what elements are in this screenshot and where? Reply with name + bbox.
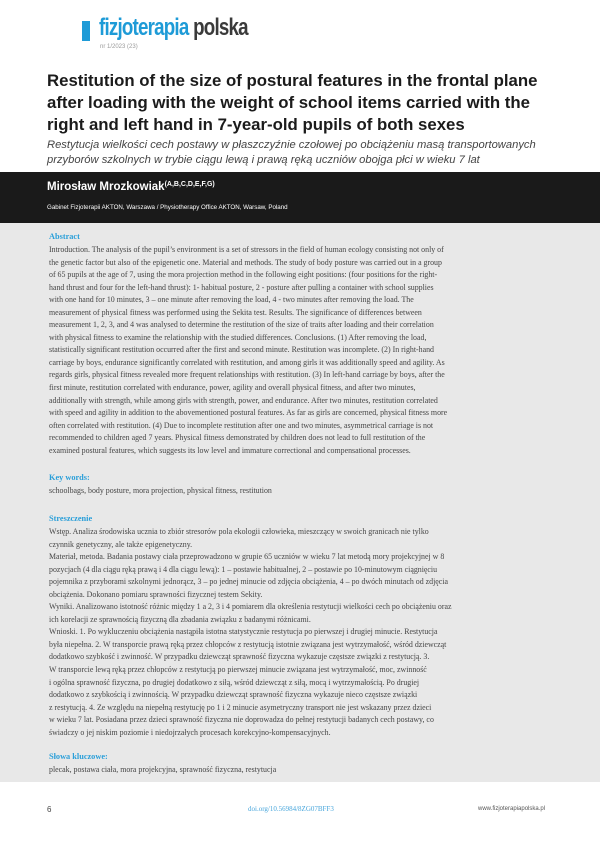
author-band <box>0 172 600 223</box>
text-line: statistically significant restitution occurred after the first and second minute. Restitution was incomplete. (2) In right-hand <box>49 345 435 355</box>
streszczenie-heading: Streszczenie <box>49 514 93 523</box>
streszczenie-text <box>49 526 569 739</box>
abstract-heading: Abstract <box>49 232 80 241</box>
text-line: hand thrust and four for the left-hand thrust): 1- habitual posture, 2 - posture after pulling a container with school supplies <box>49 282 434 292</box>
text-line: pojemnika z przyborami szkolnymi jednorącz, 3 – po jednej minucie od zdjęcia obciążenia, 4 – po dwóch minutach od zdjęcia <box>49 577 448 587</box>
text-line: była niepełna. 2. W transporcie prawą ręką przez chłopców z restytucją istotnie związana jest wytrzymałość, wśród dziewcząt <box>49 639 447 649</box>
text-line: measurement 1, 2, 3, and 4 was analysed to determine the restitution of the size of traits after loading and their correlation <box>49 320 434 330</box>
website-link[interactable]: www.fizjoterapiapolska.pl <box>478 806 546 812</box>
slowa-kluczowe-text <box>49 764 569 777</box>
text-line: regards girls, physical fitness revealed more frequent relationships with restitution. (3) In left-hand carriage by boys, after the <box>49 370 445 380</box>
abstract-box <box>0 223 600 782</box>
text-line: dodatkowo z szybkością i zwinnością. W przypadku dziewcząt sprawność fizyczna wykazuje nieco częstsze związki <box>49 690 418 700</box>
subtitle-line: przyborów szkolnych w trybie ciągu lewą i prawą ręką uczniów obojga płci w wieku 7 lat <box>47 154 480 166</box>
text-line: w wieku 7 lat. Posiadana przez dzieci sprawność fizyczna nie doprowadza do pełnej restytucji badanych cech postawy, co <box>49 715 434 725</box>
subtitle-line: Restytucja wielkości cech postawy w płaszczyźnie czołowej po obciążeniu masą transportowanych <box>47 139 536 151</box>
slowa-kluczowe-list: plecak, postawa ciała, mora projekcyjna, sprawność fizyczna, restytucja <box>49 765 277 774</box>
text-line: measurement of physical fitness was performed using the Sekita test. Results. The significance of differences between <box>49 307 422 317</box>
text-line: with one hand for 10 minutes, 3 – one minute after removing the load, 4 - two minutes after removing the load. The <box>49 295 414 305</box>
text-line: obciążenia. Dokonano pomiaru sprawności fizycznej testem Sekity. <box>49 589 263 599</box>
journal-logo <box>99 14 248 42</box>
text-line: often correlated with restitution. (4) Due to incomplete restitution after one and two minutes, asymmetrical carriage is not <box>49 420 434 430</box>
journal-issue: nr 1/2023 (23) <box>100 44 138 50</box>
text-line: Wnioski. 1. Po wykluczeniu obciążenia nastąpiła istotna statystycznie restytucja po pierwszej i drugiej minucie. Restytucja <box>49 627 438 637</box>
text-line: with physical fitness to examine the relationship with the studied differences. Conclusions. (1) After removing the load, <box>49 332 427 342</box>
author-contributions: (A,B,C,D,E,F,G) <box>164 181 215 188</box>
text-line: Introduction. The analysis of the pupil’s environment is a set of stressors in the field of human ecology consisting not only of <box>49 245 444 254</box>
text-line: recommended to children aged 7 years. Physical fitness demonstrated by children does not lead to full restitution of the <box>49 433 426 443</box>
abstract-text <box>49 244 569 457</box>
keywords-heading: Key words: <box>49 473 90 482</box>
text-line: pozycjach (4 dla ciągu ręką prawą i 4 dla ciągu lewą): 1 – postawie habitualnej, 2 – postawie po 10-minutowym ciągnięciu <box>49 564 438 574</box>
text-line: Wyniki. Analizowano istotność różnic między 1 a 2, 3 i 4 pomiarem dla określenia restytucji wielkości cech po obciążeniu oraz <box>49 602 452 612</box>
page-number: 6 <box>47 805 52 814</box>
article-title-line: after loading with the weight of school items carried with the <box>47 93 530 112</box>
text-line: Materiał, metoda. Badania postawy ciała przeprowadzono w grupie 65 uczniów w wieku 7 lat metodą mory projekcyjnej w 8 <box>49 552 445 562</box>
author-name: Mirosław Mrozkowiak <box>47 181 165 193</box>
journal-name-part1: fizjoterapia <box>99 14 189 41</box>
author-name-block <box>47 181 215 193</box>
article-title <box>47 70 567 136</box>
text-line: czynnik genetyczny, ale także epigenetyczny. <box>49 539 193 549</box>
keywords-list: schoolbags, body posture, mora projection, physical fitness, restitution <box>49 486 272 495</box>
author-affiliation: Gabinet Fizjoterapii AKTON, Warszawa / Physiotherapy Office AKTON, Warsaw, Poland <box>47 204 288 211</box>
text-line: ich korelacji ze sprawnością fizyczną dla zbadania związku z badanymi różnicami. <box>49 614 311 624</box>
journal-name-part2: polska <box>193 14 248 41</box>
article-title-line: Restitution of the size of postural features in the frontal plane <box>47 71 538 90</box>
text-line: i ogólna sprawność fizyczna, po drugiej dodatkowo z siłą, wśród dziewcząt z siłą, mocą i wytrzymałością. Po drugiej <box>49 677 420 687</box>
doi-link[interactable]: doi.org/10.56984/8ZG07BFF3 <box>248 805 334 813</box>
text-line: the genetic factor but also of the epigenetic one. Material and methods. The study of body posture was carried out in a group <box>49 257 442 267</box>
text-line: W transporcie lewą ręką przez chłopców z restytucją po pierwszej minucie związana jest wytrzymałość, moc, zwinność <box>49 665 427 675</box>
text-line: Wstęp. Analiza środowiska ucznia to zbiór stresorów pola ekologii człowieka, mieszczący w swoich granicach nie tylko <box>49 527 429 536</box>
text-line: świadczy o jej niskim poziomie i niedojrzałych procesach korekcyjno-kompensacyjnych. <box>49 727 331 737</box>
text-line: of 65 pupils at the age of 7, using the mora projection method in the following eight positions: (four positions for the right- <box>49 270 438 280</box>
article-title-line: right and left hand in 7-year-old pupils of both sexes <box>47 115 465 134</box>
text-line: carriage by boys, endurance significantly correlated with restitution, and among girls it was additionally speed and agility. As <box>49 357 445 367</box>
text-line: with speed and agility in addition to the abovementioned postural features. As far as girls are concerned, physical fitness more <box>49 408 448 418</box>
text-line: z restytucją. 4. Ze względu na niepełną restytucję po 1 i 2 minucie asymetryczny transport nie jest wskazany przez dzieci <box>49 702 432 712</box>
article-subtitle-polish <box>47 138 577 168</box>
keywords-text <box>49 485 569 498</box>
text-line: additionally with strength, while among girls with strength, power, and endurance. After two minutes, restitution correlated <box>49 395 438 405</box>
text-line: first minute, restitution correlated with endurance, power, agility and overall physical fitness, and after two minutes, <box>49 383 416 393</box>
slowa-kluczowe-heading: Słowa kluczowe: <box>49 752 108 761</box>
masthead-accent-bar <box>82 21 90 41</box>
text-line: examined postural features, which suggests its low level and immature correctional and compensational processes. <box>49 445 411 455</box>
text-line: dodatkowo szybkość i zwinność. W przypadku dziewcząt sprawność fizyczna wykazuje częstsze związki z restytucją. 3. <box>49 652 430 662</box>
